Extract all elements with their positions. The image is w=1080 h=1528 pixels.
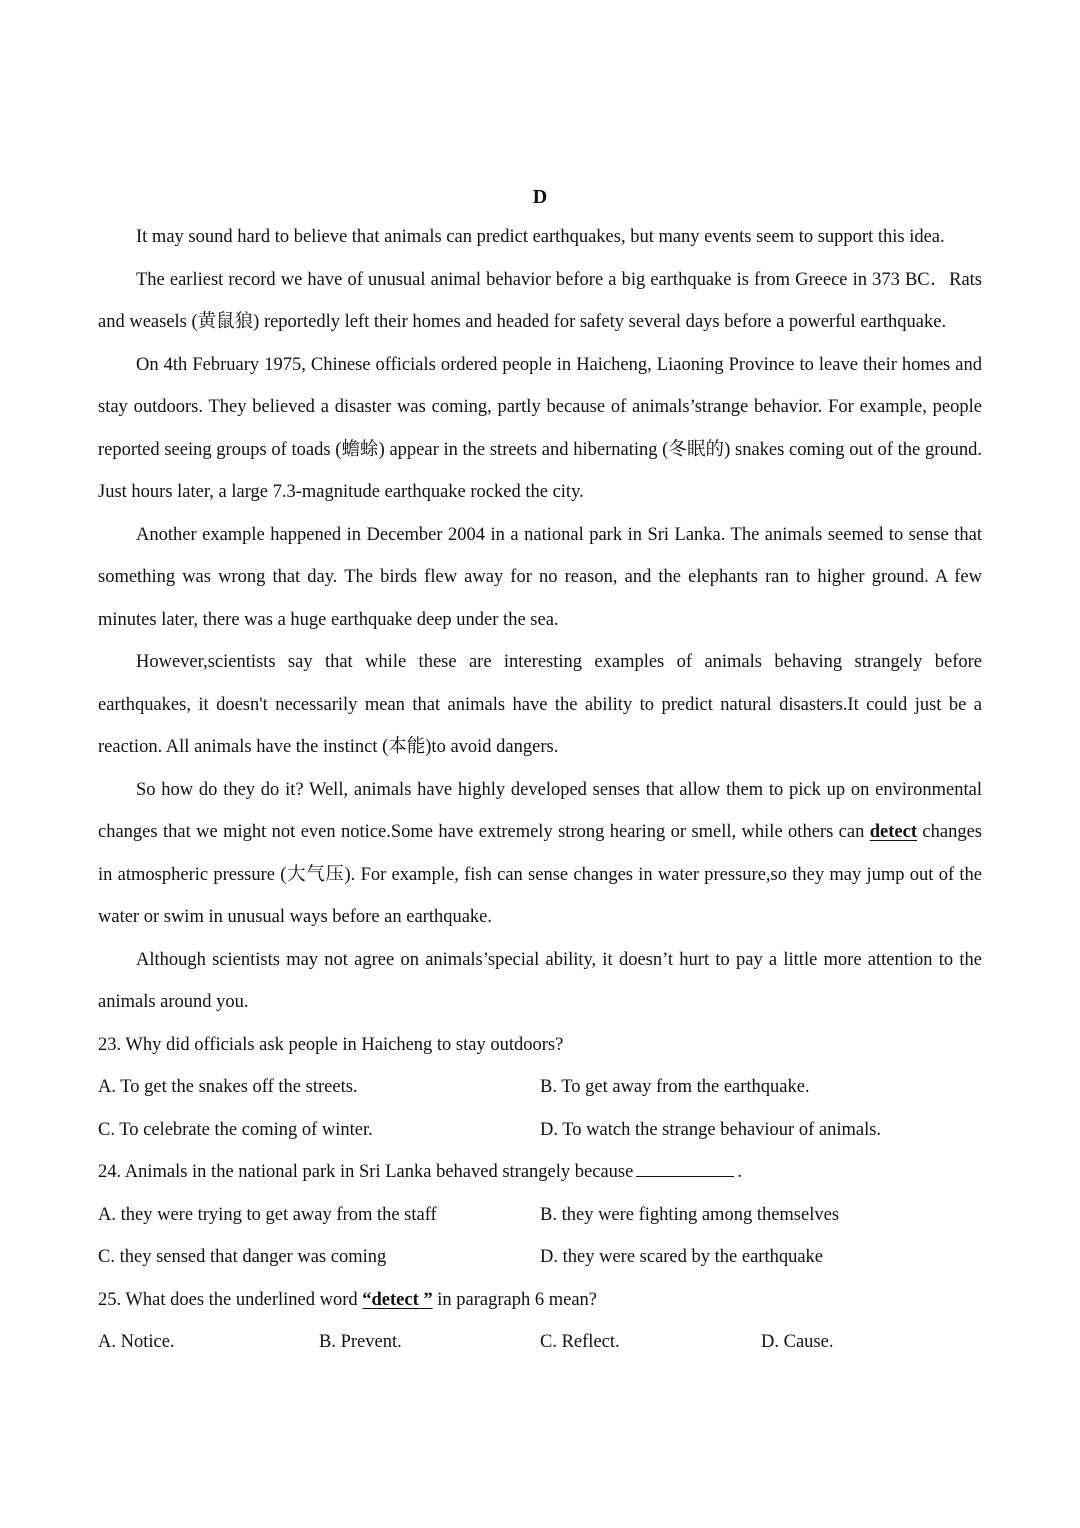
question-24-option-c: C. they sensed that danger was coming [98,1247,387,1267]
passage-paragraph-5: However,scientists say that while these are interesting examples of animals behaving strangely before earthquakes, it doesn't necessarily mean that animals have the ability to predict natural disasters.It could just be a reaction. All animals have the instinct (本能)to avoid dangers. [98,652,982,757]
question-25-quoted-word: “detect ” [362,1289,433,1310]
passage-paragraph-6 [98,769,982,939]
underlined-word-detect: detect [869,822,917,842]
passage-paragraph-7: Although scientists may not agree on animals’special ability, it doesn’t hurt to pay a little more attention to the animals around you. [98,949,982,1012]
question-25-stem-after: in paragraph 6 mean? [432,1289,597,1310]
question-24-option-d: D. they were scared by the earthquake [540,1247,824,1267]
exam-page [98,178,982,1364]
question-23-option-b: B. To get away from the earthquake. [540,1077,810,1097]
question-23-option-d: D. To watch the strange behaviour of animals. [540,1119,882,1140]
passage-paragraph-4: Another example happened in December 2004 in a national park in Sri Lanka. The animals seemed to sense that something was wrong that day. The birds flew away for no reason, and the elephants ran to higher ground. A few minutes later, there was a huge earthquake deep under the sea. [98,524,982,630]
question-24-stem-line [98,1151,982,1194]
question-24-stem: 24. Animals in the national park in Sri Lanka behaved strangely because [98,1162,634,1182]
question-23 [98,1024,982,1152]
passage-paragraph-2: The earliest record we have of unusual animal behavior before a big earthquake is from Greece in 373 BC．Rats and weasels (黄鼠狼) reportedly left their homes and headed for safety several days before a powerful earthquake. [98,269,982,332]
question-25-stem-before: 25. What does the underlined word [98,1289,363,1310]
passage-paragraph-1: It may sound hard to believe that animals can predict earthquakes, but many events seem to support this idea. [136,227,945,247]
question-23-stem: 23. Why did officials ask people in Haicheng to stay outdoors? [98,1034,564,1055]
question-25-options [98,1321,982,1364]
question-25-option-d: D. Cause. [761,1332,834,1352]
question-24-option-b: B. they were fighting among themselves [540,1204,840,1225]
section-title: D [532,186,548,208]
question-24-stem-end: . [737,1162,742,1182]
question-25-option-c: C. Reflect. [540,1332,620,1352]
paragraph-6-text-after: changes in atmospheric pressure (大气压). For example, fish can sense changes in water pressure,so they may jump out of the water or swim in unusual ways before an earthquake. [98,822,982,927]
question-24-option-a: A. they were trying to get away from the staff [98,1204,437,1225]
paragraph-6-text-before: So how do they do it? Well, animals have highly developed senses that allow them to pick up on environmental changes that we might not even notice.Some have extremely strong hearing or smell, while others can [98,779,982,842]
question-23-option-a: A. To get the snakes off the streets. [98,1077,358,1097]
passage-paragraph-3: On 4th February 1975, Chinese officials ordered people in Haicheng, Liaoning Province to leave their homes and stay outdoors. They believed a disaster was coming, partly because of animals’strange behavior. For example, people reported seeing groups of toads (蟾蜍) appear in the streets and hibernating (冬眠的) snakes coming out of the ground. Just hours later, a large 7.3-magnitude earthquake rocked the city. [98,354,982,502]
question-24 [98,1151,982,1279]
question-23-options [98,1066,982,1151]
answer-blank [636,1162,734,1177]
question-24-options [98,1194,982,1279]
question-25-option-a: A. Notice. [98,1332,175,1352]
question-25-option-b: B. Prevent. [319,1332,402,1352]
question-23-option-c: C. To celebrate the coming of winter. [98,1119,373,1140]
question-25-stem-line [98,1279,982,1322]
question-25 [98,1279,982,1364]
